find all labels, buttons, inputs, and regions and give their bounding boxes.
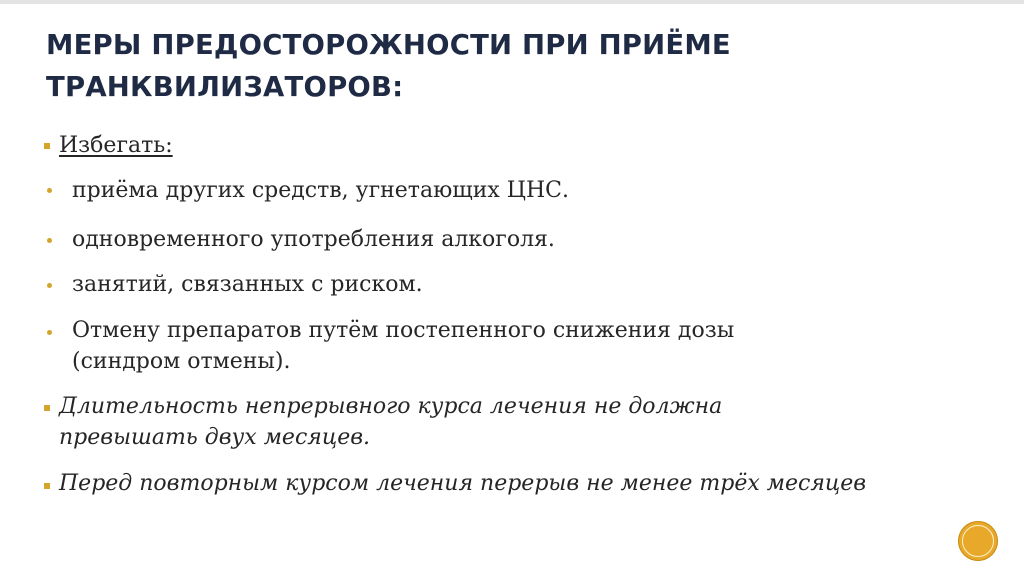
avoid-heading: Избегать:	[59, 133, 173, 158]
avoid-item: одновременного употребления алкоголя.	[72, 227, 555, 252]
round-bullet-icon	[47, 330, 52, 335]
duration-line-2: превышать двух месяцев.	[59, 425, 371, 450]
round-bullet-icon	[47, 283, 52, 288]
avoid-item-continuation: (синдром отмены).	[72, 349, 291, 374]
slide-title-line-1: МЕРЫ ПРЕДОСТОРОЖНОСТИ ПРИ ПРИЁМЕ	[46, 29, 731, 61]
round-bullet-icon	[47, 238, 52, 243]
avoid-item: занятий, связанных с риском.	[72, 272, 423, 297]
round-bullet-icon	[47, 188, 52, 193]
duration-line-1: Длительность непрерывного курса лечения не должна	[59, 394, 723, 419]
avoid-item: Отмену препаратов путём постепенного снижения дозы	[72, 318, 735, 343]
repeat-course-text: Перед повторным курсом лечения перерыв не менее трёх месяцев	[59, 471, 867, 496]
slide-number-badge	[958, 521, 998, 561]
square-bullet-icon	[44, 143, 50, 149]
square-bullet-icon	[44, 483, 50, 489]
badge-ring-icon	[962, 525, 994, 557]
slide-title-line-2: ТРАНКВИЛИЗАТОРОВ:	[46, 71, 404, 103]
top-border	[0, 0, 1024, 4]
square-bullet-icon	[44, 405, 50, 411]
avoid-item: приёма других средств, угнетающих ЦНС.	[72, 178, 569, 203]
slide-title	[46, 24, 946, 108]
